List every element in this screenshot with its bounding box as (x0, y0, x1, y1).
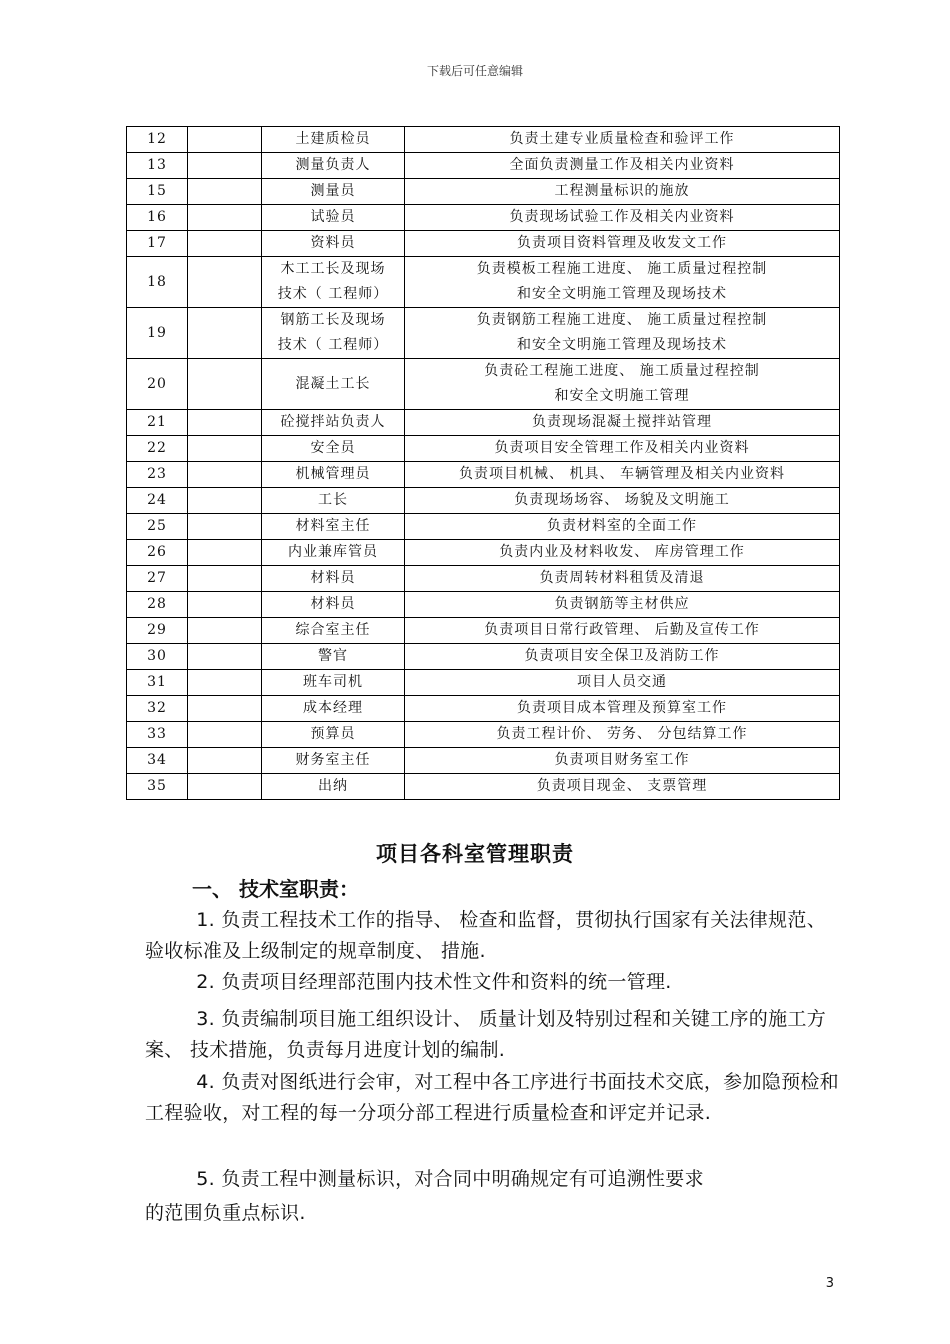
cell-duty: 负责项目安全保卫及消防工作 (405, 644, 840, 670)
cell-blank (188, 436, 262, 462)
cell-no: 25 (127, 514, 188, 540)
cell-no: 22 (127, 436, 188, 462)
paragraph-text: 3. 负责编制项目施工组织设计、 质量计划及特别过程和关键工序的施工方案、 技术措施，负责每月进度计划的编制. (145, 1008, 827, 1061)
cell-blank (188, 127, 262, 153)
cell-blank (188, 566, 262, 592)
cell-blank (188, 410, 262, 436)
cell-duty: 负责项目日常行政管理、 后勤及宣传工作 (405, 618, 840, 644)
cell-no: 26 (127, 540, 188, 566)
cell-no: 34 (127, 748, 188, 774)
cell-role: 材料员 (262, 592, 405, 618)
cell-duty: 负责砼工程施工进度、 施工质量过程控制 和安全文明施工管理 (405, 359, 840, 410)
cell-duty: 负责周转材料租赁及清退 (405, 566, 840, 592)
cell-role: 木工工长及现场 技术（ 工程师） (262, 257, 405, 308)
cell-no: 30 (127, 644, 188, 670)
cell-no: 28 (127, 592, 188, 618)
cell-blank (188, 592, 262, 618)
cell-blank (188, 462, 262, 488)
paragraph-2 (145, 967, 840, 998)
paragraph-3 (145, 1004, 840, 1066)
cell-role: 钢筋工长及现场 技术（ 工程师） (262, 308, 405, 359)
cell-blank (188, 748, 262, 774)
cell-no: 23 (127, 462, 188, 488)
table-row (127, 696, 840, 722)
cell-no: 18 (127, 257, 188, 308)
cell-role: 成本经理 (262, 696, 405, 722)
cell-blank (188, 774, 262, 800)
cell-role: 警官 (262, 644, 405, 670)
cell-role: 土建质检员 (262, 127, 405, 153)
cell-blank (188, 514, 262, 540)
cell-duty: 负责项目现金、 支票管理 (405, 774, 840, 800)
subsection-title: 一、 技术室职责： (192, 877, 359, 901)
table-row (127, 618, 840, 644)
cell-role: 出纳 (262, 774, 405, 800)
cell-blank (188, 359, 262, 410)
cell-blank (188, 670, 262, 696)
table-row (127, 308, 840, 359)
paragraph-text: 2. 负责项目经理部范围内技术性文件和资料的统一管理. (196, 971, 672, 993)
cell-no: 35 (127, 774, 188, 800)
cell-duty: 负责项目财务室工作 (405, 748, 840, 774)
cell-no: 27 (127, 566, 188, 592)
cell-role: 混凝土工长 (262, 359, 405, 410)
cell-blank (188, 231, 262, 257)
cell-no: 33 (127, 722, 188, 748)
cell-duty: 负责项目机械、 机具、 车辆管理及相关内业资料 (405, 462, 840, 488)
paragraph-4 (145, 1067, 840, 1129)
cell-duty: 负责项目安全管理工作及相关内业资料 (405, 436, 840, 462)
cell-role: 工长 (262, 488, 405, 514)
cell-blank (188, 722, 262, 748)
table-row (127, 644, 840, 670)
cell-blank (188, 257, 262, 308)
cell-no: 24 (127, 488, 188, 514)
table-row (127, 514, 840, 540)
duty-table (126, 126, 840, 800)
cell-blank (188, 644, 262, 670)
cell-blank (188, 618, 262, 644)
cell-no: 32 (127, 696, 188, 722)
table-row (127, 205, 840, 231)
cell-blank (188, 308, 262, 359)
page-number: 3 (825, 1276, 834, 1291)
cell-duty: 负责内业及材料收发、 库房管理工作 (405, 540, 840, 566)
cell-role: 机械管理员 (262, 462, 405, 488)
table-row (127, 722, 840, 748)
paragraph-text: 4. 负责对图纸进行会审，对工程中各工序进行书面技术交底，参加隐预检和工程验收，对工程的每一分项分部工程进行质量检查和评定并记录. (145, 1071, 839, 1124)
header-note: 下载后可任意编辑 (426, 64, 523, 78)
cell-role: 资料员 (262, 231, 405, 257)
cell-duty: 负责现场场容、 场貌及文明施工 (405, 488, 840, 514)
cell-no: 19 (127, 308, 188, 359)
paragraph-5 (145, 1164, 840, 1195)
cell-duty: 负责模板工程施工进度、 施工质量过程控制 和安全文明施工管理及现场技术 (405, 257, 840, 308)
cell-no: 31 (127, 670, 188, 696)
table-row (127, 127, 840, 153)
cell-role: 试验员 (262, 205, 405, 231)
cell-no: 13 (127, 153, 188, 179)
cell-no: 12 (127, 127, 188, 153)
cell-role: 安全员 (262, 436, 405, 462)
table-row (127, 410, 840, 436)
paragraph-6 (145, 1198, 840, 1229)
cell-blank (188, 696, 262, 722)
table-row (127, 436, 840, 462)
paragraph-text: 5. 负责工程中测量标识，对合同中明确规定有可追溯性要求 (196, 1168, 704, 1190)
cell-duty: 全面负责测量工作及相关内业资料 (405, 153, 840, 179)
cell-blank (188, 205, 262, 231)
table-row (127, 774, 840, 800)
cell-duty: 负责钢筋等主材供应 (405, 592, 840, 618)
table-row (127, 179, 840, 205)
cell-duty: 负责土建专业质量检查和验评工作 (405, 127, 840, 153)
table-row (127, 540, 840, 566)
cell-duty: 负责现场混凝土搅拌站管理 (405, 410, 840, 436)
cell-no: 15 (127, 179, 188, 205)
table-row (127, 231, 840, 257)
cell-duty: 负责材料室的全面工作 (405, 514, 840, 540)
table-row (127, 153, 840, 179)
cell-role: 内业兼库管员 (262, 540, 405, 566)
cell-no: 17 (127, 231, 188, 257)
cell-duty: 负责现场试验工作及相关内业资料 (405, 205, 840, 231)
cell-duty: 负责项目成本管理及预算室工作 (405, 696, 840, 722)
cell-duty: 项目人员交通 (405, 670, 840, 696)
table-row (127, 566, 840, 592)
table-row (127, 670, 840, 696)
table-row (127, 359, 840, 410)
table-row (127, 462, 840, 488)
cell-duty: 工程测量标识的施放 (405, 179, 840, 205)
table-row (127, 748, 840, 774)
cell-no: 20 (127, 359, 188, 410)
cell-blank (188, 540, 262, 566)
cell-no: 16 (127, 205, 188, 231)
cell-duty: 负责工程计价、 劳务、 分包结算工作 (405, 722, 840, 748)
table-body (127, 127, 840, 800)
cell-role: 测量员 (262, 179, 405, 205)
paragraph-text: 的范围负重点标识. (145, 1202, 306, 1224)
section-title: 项目各科室管理职责 (376, 842, 574, 866)
cell-role: 财务室主任 (262, 748, 405, 774)
cell-blank (188, 179, 262, 205)
table-row (127, 257, 840, 308)
cell-no: 21 (127, 410, 188, 436)
cell-blank (188, 488, 262, 514)
cell-no: 29 (127, 618, 188, 644)
cell-role: 预算员 (262, 722, 405, 748)
cell-duty: 负责项目资料管理及收发文工作 (405, 231, 840, 257)
cell-role: 砼搅拌站负责人 (262, 410, 405, 436)
cell-role: 测量负责人 (262, 153, 405, 179)
cell-role: 材料室主任 (262, 514, 405, 540)
cell-role: 综合室主任 (262, 618, 405, 644)
paragraph-1 (145, 905, 840, 967)
cell-role: 班车司机 (262, 670, 405, 696)
paragraph-text: 1. 负责工程技术工作的指导、 检查和监督，贯彻执行国家有关法律规范、 验收标准及上级制定的规章制度、 措施. (145, 909, 827, 962)
cell-duty: 负责钢筋工程施工进度、 施工质量过程控制 和安全文明施工管理及现场技术 (405, 308, 840, 359)
table-row (127, 592, 840, 618)
cell-role: 材料员 (262, 566, 405, 592)
cell-blank (188, 153, 262, 179)
table-row (127, 488, 840, 514)
